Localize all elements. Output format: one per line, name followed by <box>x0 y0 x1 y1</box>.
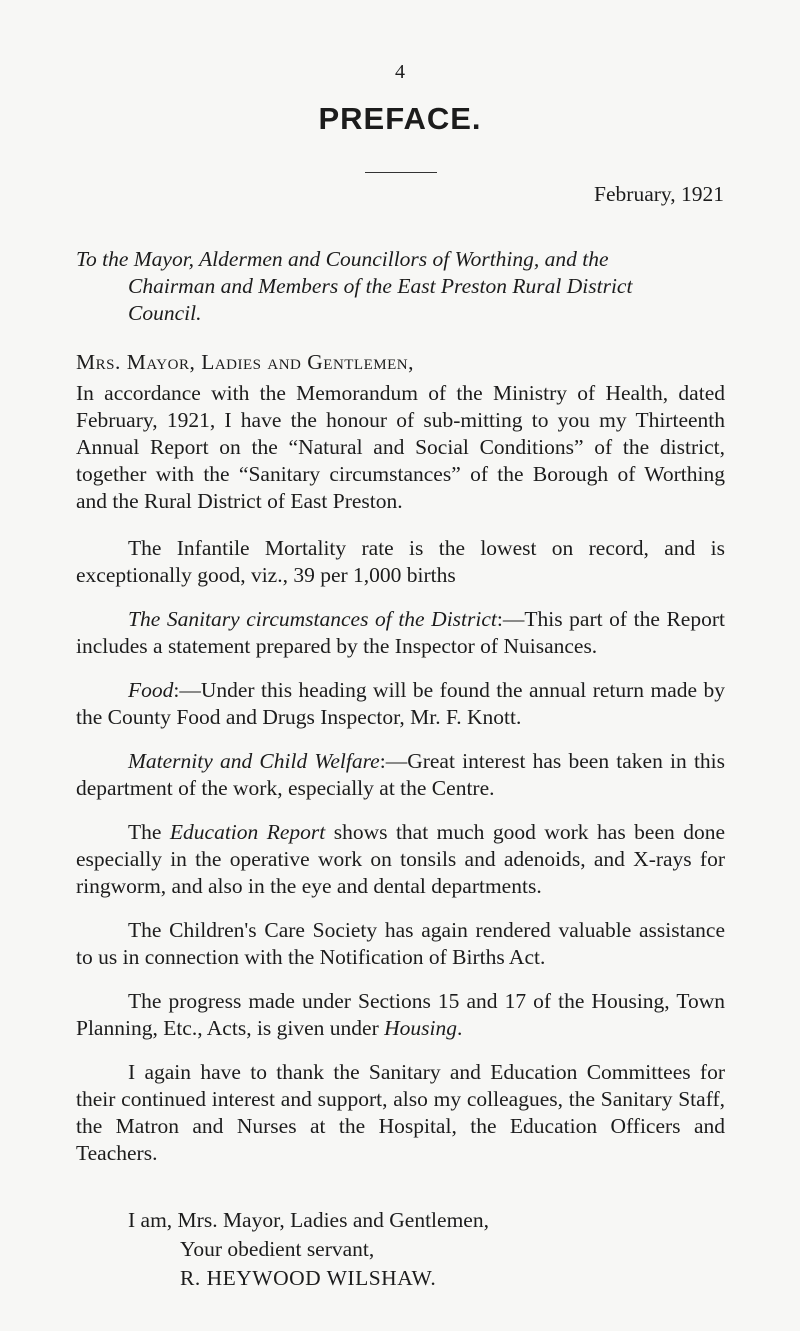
addressee-line-3: Council. <box>128 301 202 325</box>
paragraph-education-lead: Education Report <box>169 820 326 844</box>
addressee-line-1: To the Mayor, Aldermen and Councillors of Worthing, and the <box>76 247 609 271</box>
paragraph-maternity-lead: Maternity and Child Welfare <box>128 749 380 773</box>
paragraph-sanitary-text: :—This part of the Report includes a statement prepared by the Inspector of Nuisances. <box>76 607 725 658</box>
paragraph-food <box>76 677 725 731</box>
paragraph-thanks: I again have to thank the Sanitary and Education Committees for their continued interest and support, also my colleagues, the Sanitary Staff, the Matron and Nurses at the Hospital, the Education Officers and Teachers. <box>76 1060 725 1165</box>
paragraph-maternity-text: :—Great interest has been taken in this department of the work, especially at the Centre. <box>76 749 726 800</box>
paragraph-maternity <box>76 748 725 802</box>
page-number: 4 <box>395 61 405 83</box>
closing-servant: Your obedient servant, <box>180 1237 375 1261</box>
paragraph-sanitary-lead: The Sanitary circumstances of the District <box>128 607 497 631</box>
paragraph-infantile-mortality: The Infantile Mortality rate is the lowest on record, and is exceptionally good, viz., 39 per 1,000 births <box>76 536 725 587</box>
paragraph-education-pre: The <box>128 820 170 844</box>
paragraph-sanitary <box>76 606 725 660</box>
addressee <box>76 246 725 327</box>
paragraph-food-lead: Food <box>128 678 174 702</box>
addressee-line-2: Chairman and Members of the East Preston Rural District <box>128 274 633 298</box>
paragraph-education-text: shows that much good work has been done especially in the operative work on tonsils and adenoids, and X-rays for ringworm, and also in the eye and dental departments. <box>76 820 725 898</box>
paragraph-food-text: :—Under this heading will be found the annual return made by the County Food and Drugs Inspector, Mr. F. Knott. <box>76 678 725 729</box>
paragraph-memorandum: In accordance with the Memorandum of the Ministry of Health, dated February, 1921, I have the honour of sub-mitting to you my Thirteenth Annual Report on the “Natural and Social Conditions” of the district, together with the “Sanitary circumstances” of the Borough of Worthing and the Rural District of East Preston. <box>76 381 725 513</box>
letter-date: February, 1921 <box>594 182 724 206</box>
page-title: PREFACE. <box>318 101 482 136</box>
closing-line: I am, Mrs. Mayor, Ladies and Gentlemen, <box>128 1208 489 1232</box>
title-divider <box>365 172 437 173</box>
closing-block <box>0 1206 800 1293</box>
paragraph-housing-lead: Housing <box>384 1016 458 1040</box>
paragraph-education <box>76 819 725 900</box>
signature: R. HEYWOOD WILSHAW. <box>180 1266 437 1290</box>
salutation: Mrs. Mayor, Ladies and Gentlemen, <box>76 350 414 374</box>
paragraph-housing-end: . <box>457 1016 463 1040</box>
paragraph-housing <box>76 988 725 1042</box>
letter-body <box>76 214 725 1167</box>
paragraph-housing-text: The progress made under Sections 15 and 17 of the Housing, Town Planning, Etc., Acts, is given under <box>76 989 725 1040</box>
paragraph-childrens-care: The Children's Care Society has again rendered valuable assistance to us in connection with the Notification of Births Act. <box>76 918 725 969</box>
